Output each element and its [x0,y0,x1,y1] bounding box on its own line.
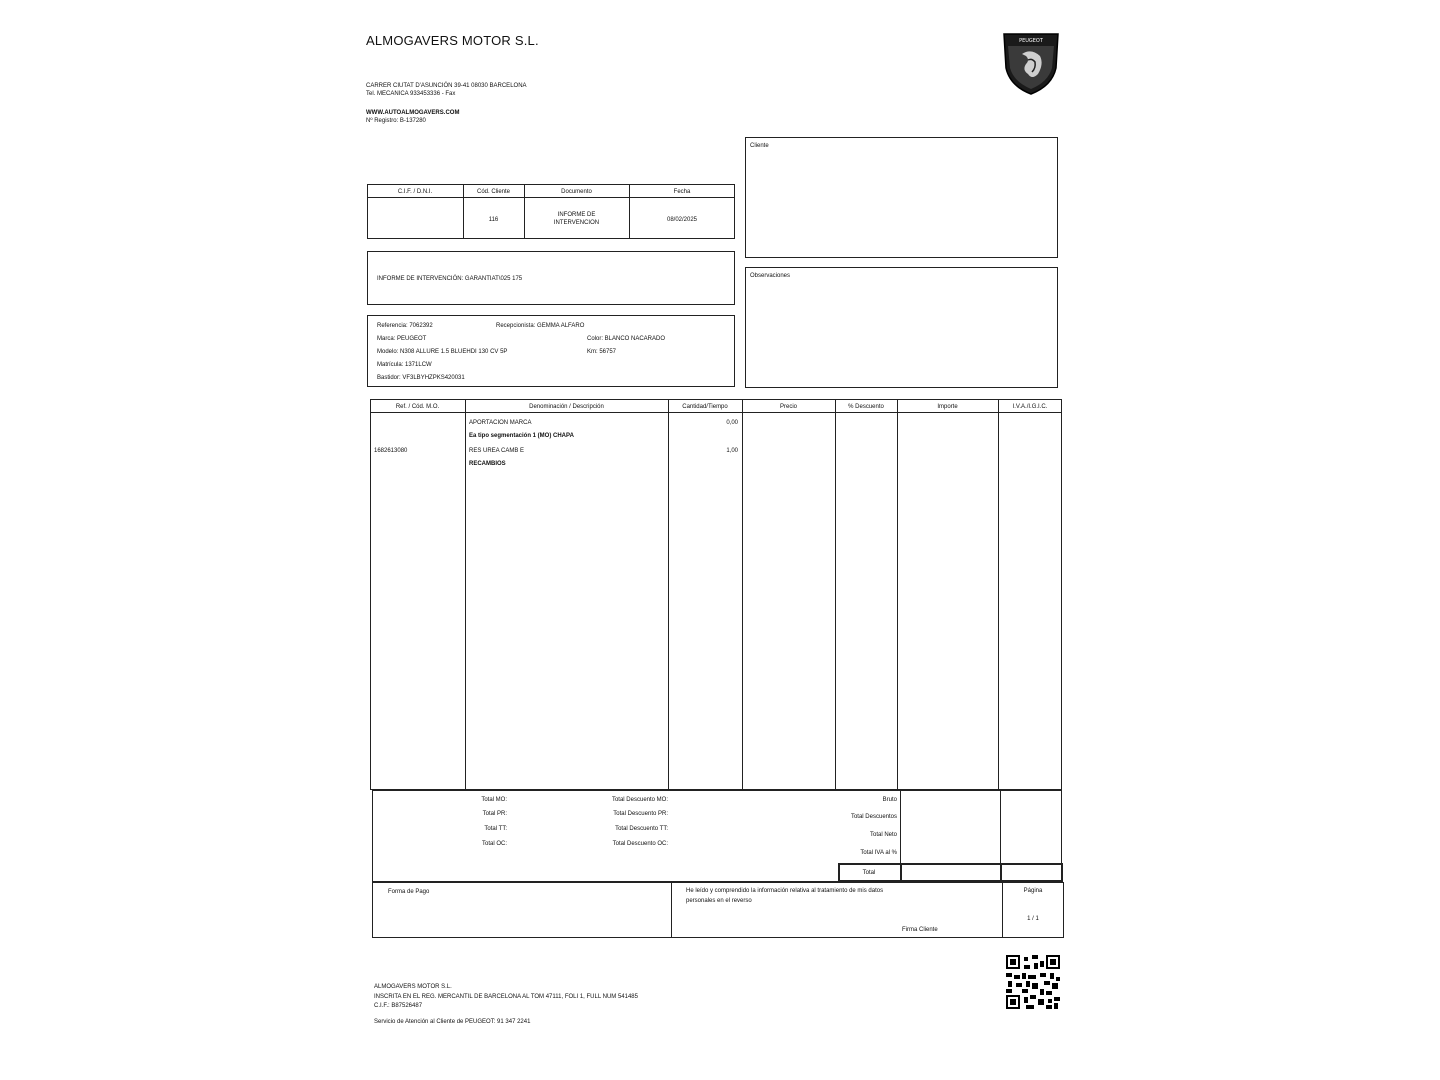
company-name: ALMOGAVERS MOTOR S.L. [366,33,539,48]
vehicle-bastidor: Bastidor: VF3LBYHZPKS420031 [377,375,465,381]
observaciones-box [745,267,1058,388]
desc-pr-label: Total Descuento PR: [613,811,668,817]
bottom-inscrita: INSCRITA EN EL REG. MERCANTIL DE BARCELONA AL TOM 47111, FOLI 1, FULL NUM 541485 [374,994,638,1000]
total-mo-label: Total MO: [481,797,507,803]
header-cif: C.I.F. / D.N.I. [397,189,433,195]
vehicle-marca: Marca: PEUGEOT [377,336,427,342]
total-label: Total [862,870,876,876]
documento-line-2: INTERVENCION [553,220,600,226]
bruto-label: Bruto [882,797,897,803]
company-address: CARRER CIUTAT D'ASUNCIÓN 39-41 08030 BARCELONA [366,83,527,89]
fecha-value: 08/02/2025 [666,217,698,223]
col-header-descripcion: Denominación / Descripción [529,404,604,410]
peugeot-lion-logo [1002,30,1060,96]
total-iva-label: Total IVA al % [860,850,897,856]
total-pr-label: Total PR: [482,811,507,817]
row-1-desc: APORTACION MARCA [469,420,532,426]
vehicle-referencia: Referencia: 7062392 [377,323,433,329]
pagina-label: Página [1023,888,1043,894]
items-table [370,399,1062,790]
total-tt-label: Total TT: [484,826,507,832]
cliente-box [745,137,1058,258]
total-neto-label: Total Neto [869,832,897,838]
desc-oc-label: Total Descuento OC: [612,841,668,847]
bottom-servicio: Servicio de Atención al Cliente de PEUGEOT: 91 347 2241 [374,1019,531,1025]
svg-text:PEUGEOT: PEUGEOT [1019,38,1043,44]
qr-code-icon [1006,955,1060,1009]
vehicle-modelo: Modelo: N308 ALLURE 1.5 BLUEHDI 130 CV 5P [377,349,508,355]
company-phone: Tel. MECANICA 933453336 - Fax [366,91,456,97]
row-2-desc: Ea tipo segmentación 1 (MO) CHAPA [469,433,574,439]
pagina-value: 1 / 1 [1027,916,1039,922]
informe-text: INFORME DE INTERVENCIÓN: GARANTIAT\025 175 [377,276,523,282]
row-3-desc: RES UREA CAMB E [469,448,525,454]
privacy-line-2: personales en el reverso [686,898,752,904]
header-documento: Documento [561,189,592,195]
row-4-desc: RECAMBIOS [469,461,506,467]
header-cod-cliente: Cód. Cliente [476,189,511,195]
company-registry: Nº Registro: B-137280 [366,118,426,124]
row-1-qty: 0,00 [726,420,738,426]
row-3-qty: 1,00 [726,448,738,454]
cod-cliente-value: 116 [488,217,499,223]
total-oc-label: Total OC: [481,841,507,847]
row-3-ref: 1682613080 [374,448,408,454]
vehicle-color: Color: BLANCO NACARADO [587,336,666,342]
total-descuentos-label: Total Descuentos [850,814,897,820]
col-header-importe: Importe [937,404,958,410]
desc-mo-label: Total Descuento MO: [611,797,668,803]
header-fecha: Fecha [673,189,691,195]
forma-pago-label: Forma de Pago [388,889,430,895]
vehicle-recepcionista: Recepcionista: GEMMA ALFARO [496,323,585,329]
documento-line-1: INFORME DE [557,212,596,218]
firma-cliente-label: Firma Cliente [902,927,938,933]
desc-tt-label: Total Descuento TT: [615,826,668,832]
vehicle-matricula: Matrícula: 1371LCW [377,362,432,368]
privacy-line-1: He leído y comprendido la información relativa al tratamiento de mis datos [686,888,884,894]
cliente-label: Cliente [750,143,769,149]
col-header-cantidad: Cantidad/Tiempo [682,404,728,410]
observaciones-label: Observaciones [750,273,791,279]
vehicle-km: Km: 56757 [587,349,617,355]
company-website: WWW.AUTOALMOGAVERS.COM [366,110,460,116]
col-header-iva: I.V.A./I.G.I.C. [1012,404,1048,410]
bottom-cif: C.I.F.: B87526487 [374,1003,423,1009]
col-header-precio: Precio [779,404,797,410]
bottom-company: ALMOGAVERS MOTOR S.L. [374,984,452,990]
col-header-ref: Ref. / Cód. M.O. [395,404,440,410]
col-header-descuento: % Descuento [848,404,884,410]
